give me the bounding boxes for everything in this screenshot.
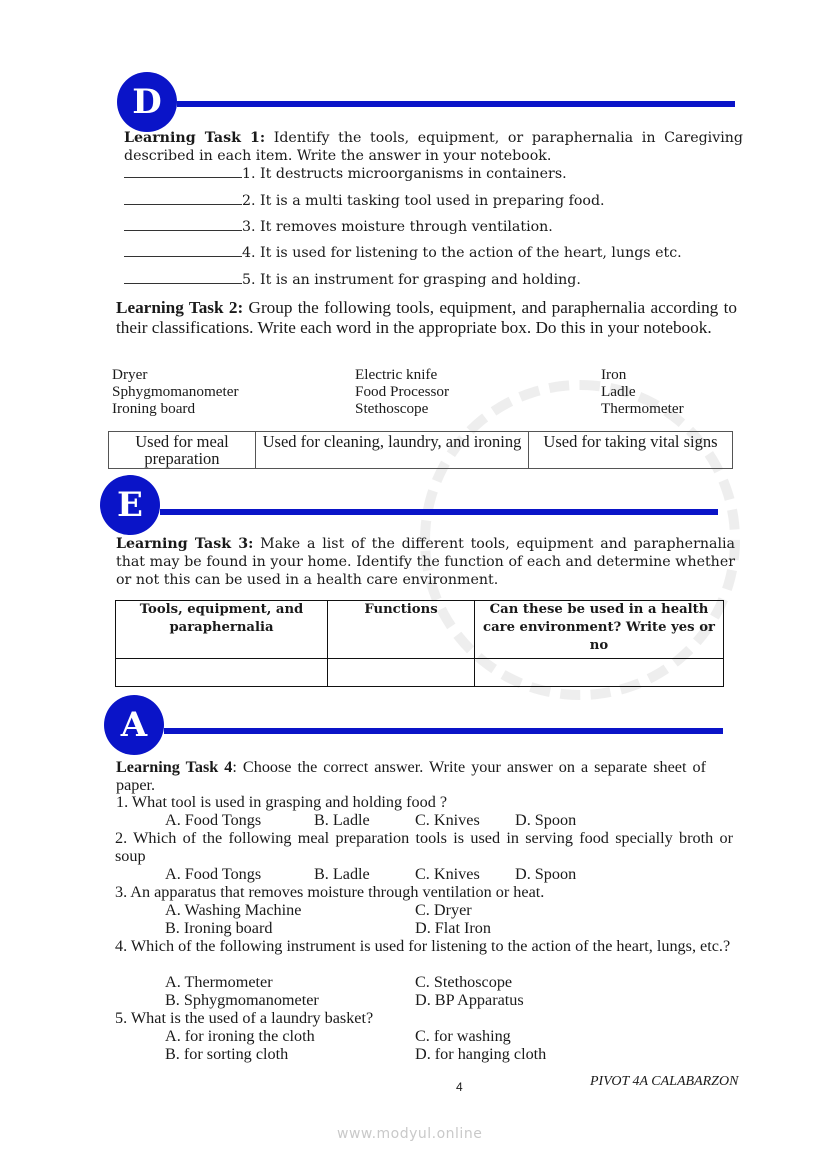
table-cell[interactable] [328,659,475,687]
section-d-badge: D [117,72,177,132]
table-header-cell: Used for meal preparation [109,432,256,469]
table-header-cell: Can these be used in a health care environment? Write yes or no [475,601,724,659]
home-tools-table [115,600,724,687]
answer-blank[interactable] [124,243,242,257]
section-a-rule [164,728,723,734]
option[interactable]: A. Food Tongs [165,811,262,829]
section-d-rule [177,101,735,107]
task2-label: Learning Task 2: [116,298,244,317]
word-item: Iron [601,366,627,383]
task1-label: Learning Task 1: [124,130,266,146]
task1-instructions [124,129,743,165]
word-column-2 [355,366,449,417]
section-e-rule [160,509,718,515]
classification-table [108,431,733,469]
answer-blank[interactable] [124,217,242,231]
table-row [109,432,733,469]
option[interactable]: C. Stethoscope [415,973,513,991]
option[interactable]: A. Thermometer [165,973,273,991]
question-5: 5. What is the used of a laundry basket? [115,1009,374,1027]
option[interactable]: D. Spoon [515,811,577,829]
table-header-row [116,601,724,659]
word-item: Food Processor [355,383,450,400]
answer-blank[interactable] [124,191,242,205]
word-column-3 [601,366,684,417]
word-item: Sphygmomanometer [112,383,239,400]
option[interactable]: A. Food Tongs [165,865,262,883]
task2-text: Group the following tools, equipment, and paraphernalia according to their classifications. Write each word in the appropriate box. Do this in your notebook. [116,298,737,337]
option[interactable]: D. BP Apparatus [415,991,524,1009]
task3-label: Learning Task 3: [116,536,254,552]
task3-instructions [116,535,735,589]
word-item: Ladle [601,383,636,400]
task1-item: 3. It removes moisture through ventilation. [124,217,553,236]
option[interactable]: C. Knives [415,811,480,829]
option[interactable]: A. for ironing the cloth [165,1027,315,1045]
table-header-cell: Used for cleaning, laundry, and ironing [256,432,529,469]
option[interactable]: C. for washing [415,1027,511,1045]
option[interactable]: B. Ladle [314,811,370,829]
question-4: 4. Which of the following instrument is used for listening to the action of the heart, lungs, etc.? [115,937,731,955]
task1-item: 1. It destructs microorganisms in containers. [124,164,567,183]
table-header-cell: Tools, equipment, and paraphernalia [116,601,328,659]
table-header-cell: Functions [328,601,475,659]
task1-item: 4. It is used for listening to the action of the heart, lungs etc. [124,243,682,262]
task4-label: Learning Task 4 [116,758,233,776]
option[interactable]: B. Sphygmomanometer [165,991,319,1009]
task4-instructions [116,758,706,794]
task1-item: 2. It is a multi tasking tool used in preparing food. [124,191,605,210]
option[interactable]: C. Knives [415,865,480,883]
word-item: Stethoscope [355,400,429,417]
word-item: Ironing board [112,400,196,417]
answer-blank[interactable] [124,270,242,284]
table-cell[interactable] [475,659,724,687]
answer-blank[interactable] [124,164,242,178]
table-row [116,659,724,687]
option[interactable]: B. Ladle [314,865,370,883]
question-2: 2. Which of the following meal preparation tools is used in serving food specially broth or soup [115,829,733,865]
site-watermark: www.modyul.online [337,1126,483,1142]
option[interactable]: D. Flat Iron [415,919,491,937]
option[interactable]: C. Dryer [415,901,472,919]
footer-brand: PIVOT 4A CALABARZON [590,1074,739,1089]
word-item: Thermometer [601,400,684,417]
option[interactable]: B. for sorting cloth [165,1045,289,1063]
table-cell[interactable] [116,659,328,687]
option[interactable]: B. Ironing board [165,919,273,937]
task1-text: Identify the tools, equipment, or paraphernalia in Caregiving described in each item. Write the answer in your notebook. [124,130,743,164]
section-e-badge: E [100,475,160,535]
word-item: Electric knife [355,366,438,383]
word-column-1 [112,366,239,417]
question-3: 3. An apparatus that removes moisture through ventilation or heat. [115,883,545,901]
page-number: 4 [456,1080,463,1094]
option[interactable]: A. Washing Machine [165,901,302,919]
option[interactable]: D. for hanging cloth [415,1045,547,1063]
task4-text: : Choose the correct answer. Write your answer on a separate sheet of paper. [116,758,706,794]
task1-item: 5. It is an instrument for grasping and holding. [124,270,581,289]
word-item: Dryer [112,366,148,383]
question-1: 1. What tool is used in grasping and holding food ? [116,793,448,811]
table-header-cell: Used for taking vital signs [529,432,733,469]
section-a-badge: A [104,695,164,755]
task3-text: Make a list of the different tools, equipment and paraphernalia that may be found in your home. Identify the function of each and determine whether or not this can be used in a health care environment. [116,536,735,588]
task2-instructions [116,298,737,338]
option[interactable]: D. Spoon [515,865,577,883]
